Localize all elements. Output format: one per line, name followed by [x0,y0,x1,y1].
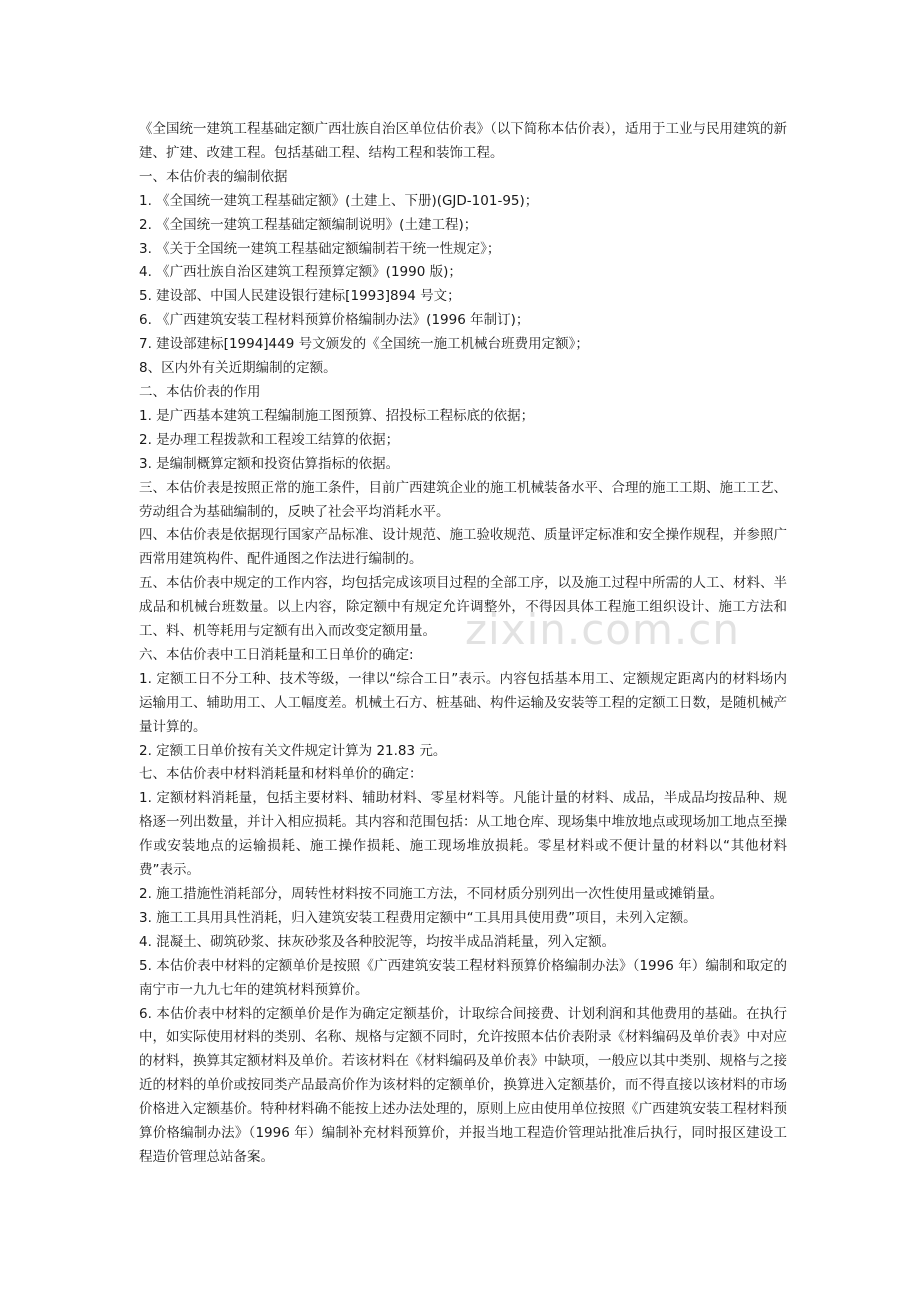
list-item: 2. 《全国统一建筑工程基础定额编制说明》(土建工程)； [139,216,478,233]
list-item: 1. 《全国统一建筑工程基础定额》(土建上、下册)(GJD-101-95)； [139,192,539,209]
section-heading-7: 七、本估价表中材料消耗量和材料单价的确定： [139,766,423,783]
list-item: 1. 定额材料消耗量，包括主要材料、辅助材料、零星材料等。凡能计量的材料、成品，半成品均按品种、规格逐一列出数量，并计入相应损耗。其内容和范围包括：从工地仓库、现场集中堆放地点或现场加工地点至操作或安装地点的运输损耗、施工操作损耗、施工现场堆放损耗。零星材料或不便计量的材料以“其他材料费”表示。 [139,790,787,879]
section-heading-2: 二、本估价表的作用 [139,383,261,400]
list-item: 3. 是编制概算定额和投资估算指标的依据。 [139,455,400,472]
list-item: 1. 是广西基本建筑工程编制施工图预算、招投标工程标底的依据； [139,407,535,424]
list-item: 6. 本估价表中材料的定额单价是作为确定定额基价，计取综合间接费、计划利润和其他费用的基础。在执行中，如实际使用材料的类别、名称、规格与定额不同时，允许按照本估价表附录《材料编码及单价表》中对应的材料，换算其定额材料及单价。若该材料在《材料编码及单价表》中缺项，一般应以其中类别、规格与之接近的材料的单价或按同类产品最高价作为该材料的定额单价，换算进入定额基价，而不得直接以该材料的市场价格进入定额基价。特种材料确不能按上述办法处理的，原则上应由使用单位按照《广西建筑安装工程材料预算价格编制办法》（1996 年）编制补充材料预算价，并报当地工程造价管理站批准后执行，同时报区建设工程造价管理总站备案。 [139,1005,787,1165]
watermark: zixin.com.cn [465,605,740,654]
list-item: 4. 《广西壮族自治区建筑工程预算定额》(1990 版)； [139,264,462,281]
list-item: 2. 施工措施性消耗部分，周转性材料按不同施工方法，不同材质分别列出一次性使用量或摊销量。 [139,886,724,902]
list-item: 5. 本估价表中材料的定额单价是按照《广西建筑安装工程材料预算价格编制办法》（1996 年）编制和取定的南宁市一九九七年的建筑材料预算价。 [139,957,787,998]
list-item: 7. 建设部建标[1994]449 号文颁发的《全国统一施工机械台班费用定额》； [139,336,589,353]
list-item: 4. 混凝土、砌筑砂浆、抹灰砂浆及各种胶泥等，均按半成品消耗量，列入定额。 [139,933,616,950]
section-heading-6: 六、本估价表中工日消耗量和工日单价的确定: [139,646,414,663]
section-4-paragraph: 四、本估价表是依据现行国家产品标准、设计规范、施工验收规范、质量评定标准和安全操作规程，并参照广西常用建筑构件、配件通图之作法进行编制的。 [139,527,787,568]
section-heading-1: 一、本估价表的编制依据 [139,168,288,185]
list-item: 8、区内外有关近期编制的定额。 [139,360,337,377]
list-item: 2. 是办理工程拨款和工程竣工结算的依据； [139,431,400,448]
section-5-paragraph: 五、本估价表中规定的工作内容，均包括完成该项目过程的全部工序，以及施工过程中所需的人工、材料、半成品和机械台班数量。以上内容，除定额中有规定允许调整外，不得因具体工程施工组织设计、施工方法和工、料、机等耗用与定额有出入而改变定额用量。 [139,575,787,640]
list-item: 2. 定额工日单价按有关文件规定计算为 21.83 元。 [139,742,447,759]
list-item: 3. 《关于全国统一建筑工程基础定额编制若干统一性规定》； [139,240,501,257]
list-item: 6. 《广西建筑安装工程材料预算价格编制办法》(1996 年制订)； [139,312,530,329]
list-item: 1. 定额工日不分工种、技术等级，一律以“综合工日”表示。内容包括基本用工、定额规定距离内的材料场内运输用工、辅助用工、人工幅度差。机械土石方、桩基础、构件运输及安装等工程的定额工日数，是随机械产量计算的。 [139,670,787,735]
section-3-paragraph: 三、本估价表是按照正常的施工条件，目前广西建筑企业的施工机械装备水平、合理的施工工期、施工工艺、劳动组合为基础编制的，反映了社会平均消耗水平。 [139,479,787,520]
list-item: 3. 施工工具用具性消耗，归入建筑安装工程费用定额中“工具用具使用费”项目，未列入定额。 [139,909,697,926]
document-body [139,118,787,1170]
list-item: 5. 建设部、中国人民建设银行建标[1993]894 号文； [139,288,461,305]
intro-paragraph: 《全国统一建筑工程基础定额广西壮族自治区单位估价表》（以下简称本估价表），适用于工业与民用建筑的新建、扩建、改建工程。包括基础工程、结构工程和装饰工程。 [139,121,787,161]
